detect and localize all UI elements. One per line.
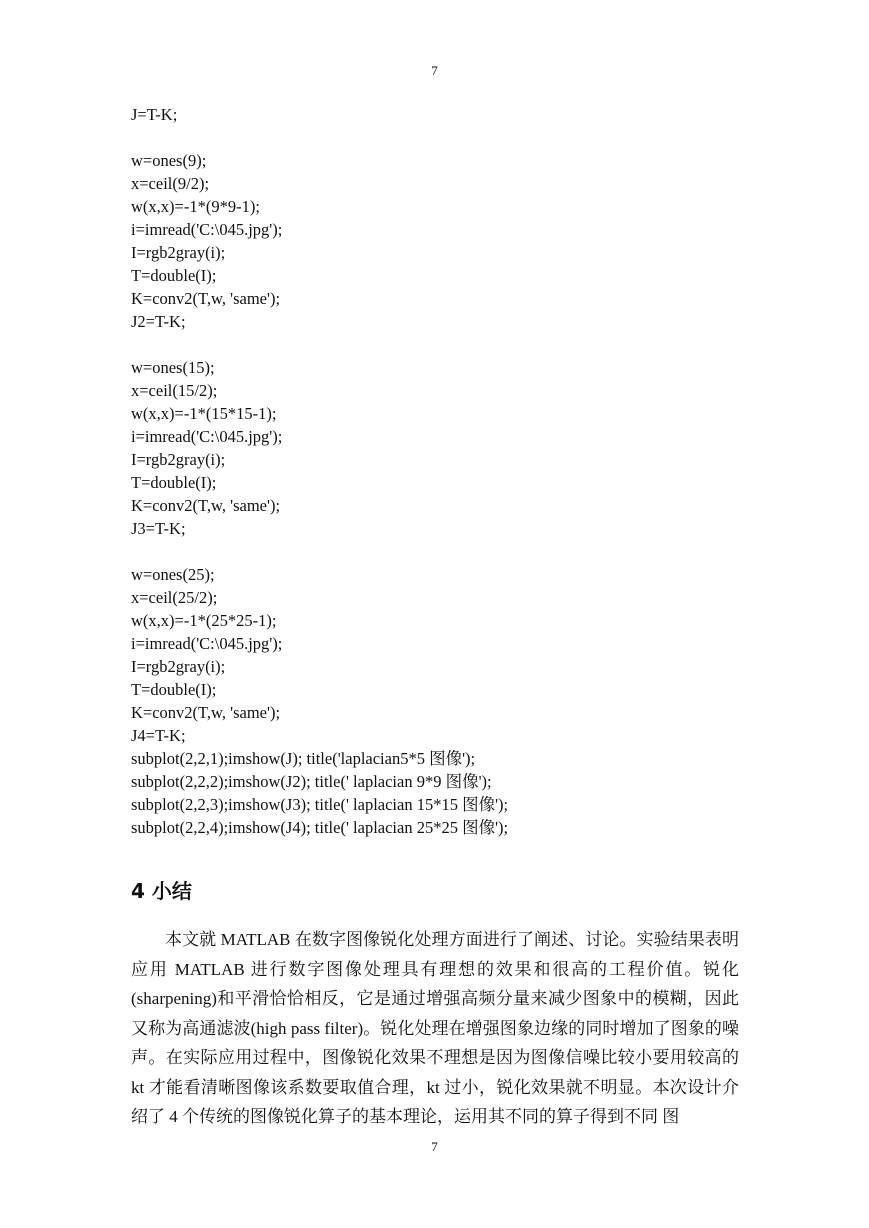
code-line: I=rgb2gray(i); [131,243,226,262]
code-line: w=ones(25); [131,565,215,584]
code-line: K=conv2(T,w, 'same'); [131,496,281,515]
code-line [131,540,771,563]
summary-paragraph: 本文就 MATLAB 在数字图像锐化处理方面进行了阐述、讨论。实验结果表明应用 MATLAB 进行数字图像处理具有理想的效果和很高的工程价值。锐化(sharpening)和平滑恰恰相反，它是通过增强高频分量来减少图象中的模糊，因此又称为高通滤波(high pass filter)。锐化处理在增强图象边缘的同时增加了图象的噪声。在实际应用过程中，图像锐化效果不理想是因为图像信噪比较小要用较高的 kt 才能看清晰图像该系数要取值合理，kt 过小，锐化效果就不明显。本次设计介绍了 4 个传统的图像锐化算子的基本理论，运用其不同的算子得到不同 图 [131,930,739,1126]
code-line: w=ones(15); [131,358,215,377]
section-heading: 4 小结 [131,879,192,903]
code-line: J2=T-K; [131,312,186,331]
code-line: w(x,x)=-1*(15*15-1); [131,404,277,423]
code-line: x=ceil(15/2); [131,381,218,400]
page-number-bottom: 7 [431,1139,438,1154]
code-line: subplot(2,2,2);imshow(J2); title(' laplacian 9*9 图像'); [131,772,492,791]
code-line: subplot(2,2,4);imshow(J4); title(' laplacian 25*25 图像'); [131,818,509,837]
code-line [131,333,771,356]
code-line: T=double(I); [131,473,217,492]
code-line: K=conv2(T,w, 'same'); [131,289,281,308]
code-line: I=rgb2gray(i); [131,450,226,469]
code-line: subplot(2,2,3);imshow(J3); title(' laplacian 15*15 图像'); [131,795,509,814]
code-line: K=conv2(T,w, 'same'); [131,703,281,722]
code-line: J3=T-K; [131,519,186,538]
code-line: I=rgb2gray(i); [131,657,226,676]
code-line: w(x,x)=-1*(25*25-1); [131,611,277,630]
page-number-top: 7 [431,63,438,78]
code-line: subplot(2,2,1);imshow(J); title('laplacian5*5 图像'); [131,749,476,768]
code-line [131,126,771,149]
code-line: T=double(I); [131,680,217,699]
code-line: w=ones(9); [131,151,207,170]
code-line: i=imread('C:\045.jpg'); [131,220,283,239]
code-line: J=T-K; [131,105,178,124]
code-line: i=imread('C:\045.jpg'); [131,634,283,653]
code-line: i=imread('C:\045.jpg'); [131,427,283,446]
code-line: w(x,x)=-1*(9*9-1); [131,197,260,216]
code-listing [131,103,771,839]
code-line: T=double(I); [131,266,217,285]
code-line: x=ceil(9/2); [131,174,210,193]
code-line: x=ceil(25/2); [131,588,218,607]
code-line: J4=T-K; [131,726,186,745]
